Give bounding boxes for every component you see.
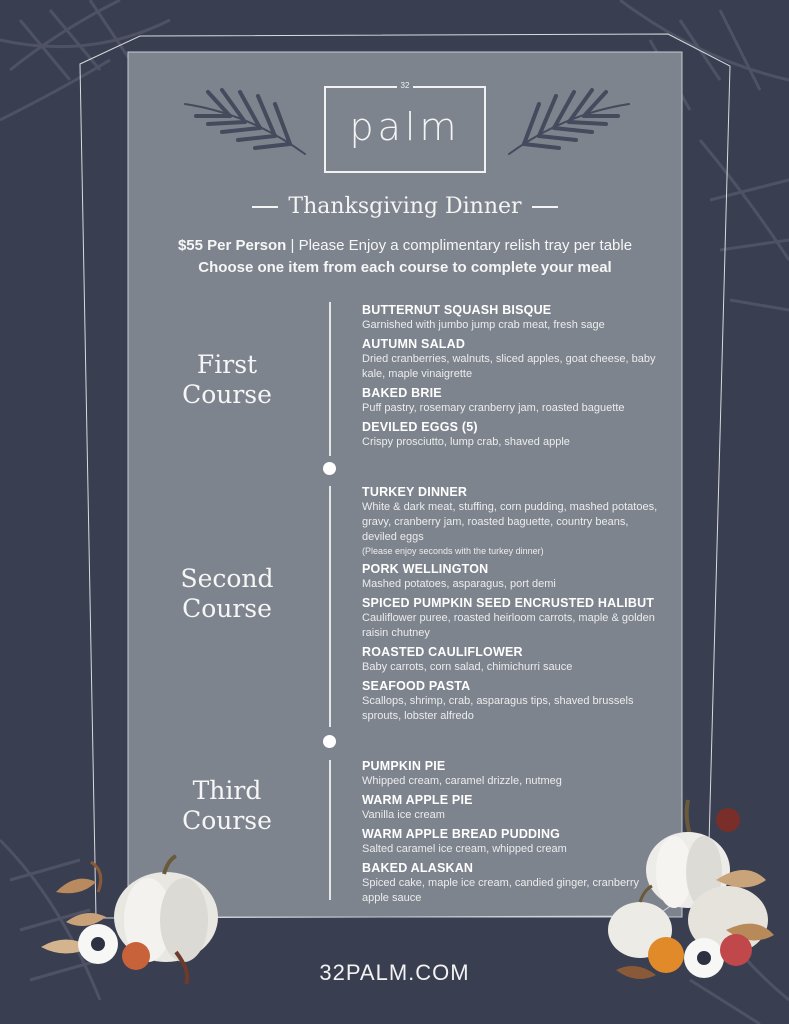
website-link[interactable]: 32PALM.COM — [319, 960, 470, 985]
item-description: Baby carrots, corn salad, chimichurri sauce — [362, 661, 573, 673]
title-text: Thanksgiving Dinner — [288, 194, 522, 219]
course-label-third: Third Course — [182, 776, 272, 835]
logo-text: palm — [349, 105, 461, 149]
item-description: White & dark meat, stuffing, corn pudding, mashed potatoes, gravy, cranberry jam, roasted baguette, country beans, deviled eggs — [362, 501, 658, 543]
course-divider-line — [329, 302, 331, 456]
item-name: PUMPKIN PIE — [362, 759, 446, 773]
item-name: BAKED BRIE — [362, 386, 442, 400]
course-items-second — [362, 484, 662, 727]
item-name: WARM APPLE BREAD PUDDING — [362, 827, 561, 841]
instruction-text: Choose one item from each course to complete your meal — [198, 259, 612, 276]
menu-item — [362, 484, 662, 558]
palm-leaf-left-icon — [180, 84, 310, 164]
price-note: | Please Enjoy a complimentary relish tray per table — [286, 237, 633, 254]
menu-item — [362, 758, 662, 789]
menu-item — [362, 302, 662, 333]
menu-item — [362, 595, 662, 641]
item-name: DEVILED EGGS (5) — [362, 420, 478, 434]
course-divider-dot — [323, 735, 336, 748]
item-description: Whipped cream, caramel drizzle, nutmeg — [362, 775, 562, 787]
item-name: TURKEY DINNER — [362, 485, 468, 499]
item-description: Spiced cake, maple ice cream, candied ginger, cranberry apple sauce — [362, 877, 639, 904]
palm-logo — [324, 81, 486, 173]
course-label-first: First Course — [182, 350, 272, 409]
item-name: BUTTERNUT SQUASH BISQUE — [362, 303, 552, 317]
page-title — [128, 194, 682, 219]
course-divider-dot — [323, 462, 336, 475]
logo-number: 32 — [397, 81, 414, 90]
item-description: Garnished with jumbo jump crab meat, fresh sage — [362, 319, 605, 331]
course-divider-line — [329, 760, 331, 900]
item-description: Salted caramel ice cream, whipped cream — [362, 843, 567, 855]
item-name: ROASTED CAULIFLOWER — [362, 645, 523, 659]
item-name: BAKED ALASKAN — [362, 861, 474, 875]
item-description: Dried cranberries, walnuts, sliced apples, goat cheese, baby kale, maple vinaigrette — [362, 353, 656, 380]
menu-item — [362, 678, 662, 724]
course-divider-line — [329, 486, 331, 727]
item-description: Puff pastry, rosemary cranberry jam, roasted baguette — [362, 402, 625, 414]
palm-leaf-right-icon — [504, 84, 634, 164]
item-name: SPICED PUMPKIN SEED ENCRUSTED HALIBUT — [362, 596, 655, 610]
menu-item — [362, 336, 662, 382]
price-line — [128, 237, 682, 254]
menu-item — [362, 561, 662, 592]
course-label-second: Second Course — [180, 564, 274, 623]
item-name: WARM APPLE PIE — [362, 793, 473, 807]
item-name: AUTUMN SALAD — [362, 337, 466, 351]
course-items-first — [362, 302, 662, 453]
item-name: PORK WELLINGTON — [362, 562, 489, 576]
item-description: Cauliflower puree, roasted heirloom carrots, maple & golden raisin chutney — [362, 612, 655, 639]
menu-item — [362, 419, 662, 450]
menu-item — [362, 644, 662, 675]
price-text: $55 Per Person — [177, 237, 287, 254]
item-description: Mashed potatoes, asparagus, port demi — [362, 578, 556, 590]
item-note: (Please enjoy seconds with the turkey dinner) — [362, 546, 544, 556]
title-dash-left — [252, 206, 278, 208]
item-description: Vanilla ice cream — [362, 809, 445, 821]
item-description: Crispy prosciutto, lump crab, shaved apple — [362, 436, 570, 448]
item-description: Scallops, shrimp, crab, asparagus tips, shaved brussels sprouts, lobster alfredo — [362, 695, 634, 722]
item-name: SEAFOOD PASTA — [362, 679, 471, 693]
menu-item — [362, 385, 662, 416]
title-dash-right — [532, 206, 558, 208]
